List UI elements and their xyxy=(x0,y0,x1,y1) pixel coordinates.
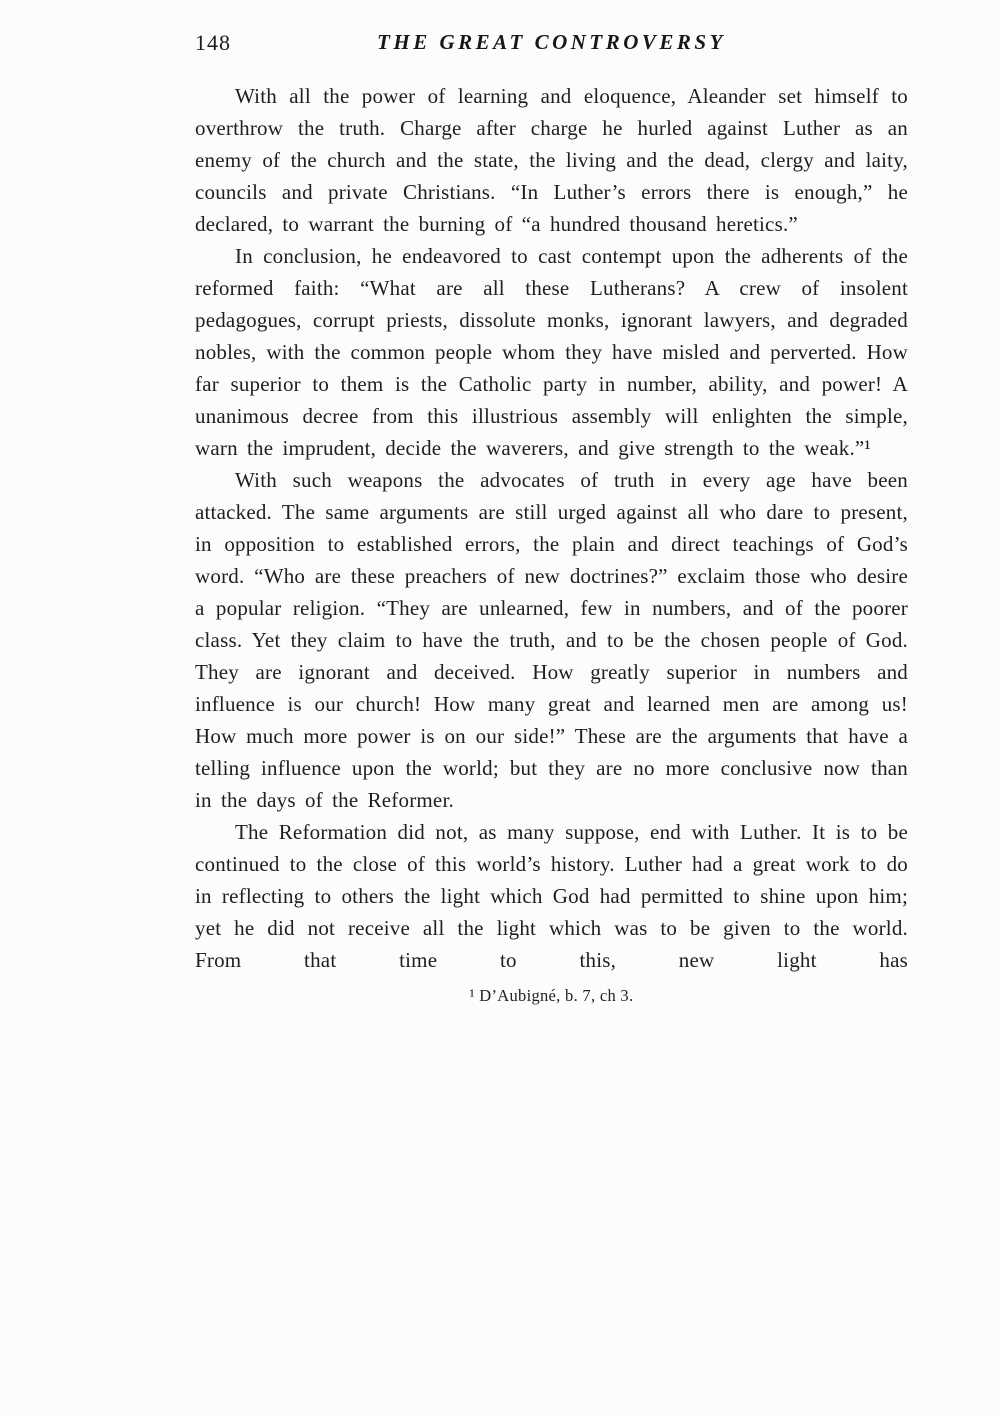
page-header xyxy=(195,26,908,64)
paragraph-3: With such weapons the advocates of truth in every age have been attacked. The same arguments are still urged against all who dare to present, in opposition to established errors, the plain and direct teachings of God’s word. “Who are these preachers of new doctrines?” exclaim those who desire a popular religion. “They are unlearned, few in numbers, and of the poorer class. Yet they claim to have the truth, and to be the chosen people of God. They are ignorant and deceived. How greatly superior in numbers and influence is our church! How many great and learned men are among us! How much more power is on our side!” These are the arguments that have a telling influence upon the world; but they are no more conclusive now than in the days of the Reformer. xyxy=(195,468,908,812)
page-body xyxy=(195,80,908,976)
footnote: ¹ D’Aubigné, b. 7, ch 3. xyxy=(469,986,634,1005)
paragraph-1: With all the power of learning and eloquence, Aleander set himself to overthrow the truth. Charge after charge he hurled against Luther as an enemy of the church and the state, the living and the dead, clergy and laity, councils and private Christians. “In Luther’s errors there is enough,” he declared, to warrant the burning of “a hundred thousand heretics.” xyxy=(195,84,908,236)
paragraph-4: The Reformation did not, as many suppose, end with Luther. It is to be continued to the close of this world’s history. Luther had a great work to do in reflecting to others the light which God had permitted to shine upon him; yet he did not receive all the light which was to be given to the world. From that time to this, new light has xyxy=(195,820,908,972)
paragraph-2: In conclusion, he endeavored to cast contempt upon the adherents of the reformed faith: “What are all these Lutherans? A crew of insolent pedagogues, corrupt priests, dissolute monks, ignorant lawyers, and degraded nobles, with the common people whom they have misled and perverted. How far superior to them is the Catholic party in number, ability, and power! A unanimous decree from this illustrious assembly will enlighten the simple, warn the imprudent, decide the waverers, and give strength to the weak.”¹ xyxy=(195,244,908,460)
page-number: 148 xyxy=(195,30,231,55)
running-title: THE GREAT CONTROVERSY xyxy=(377,30,726,54)
